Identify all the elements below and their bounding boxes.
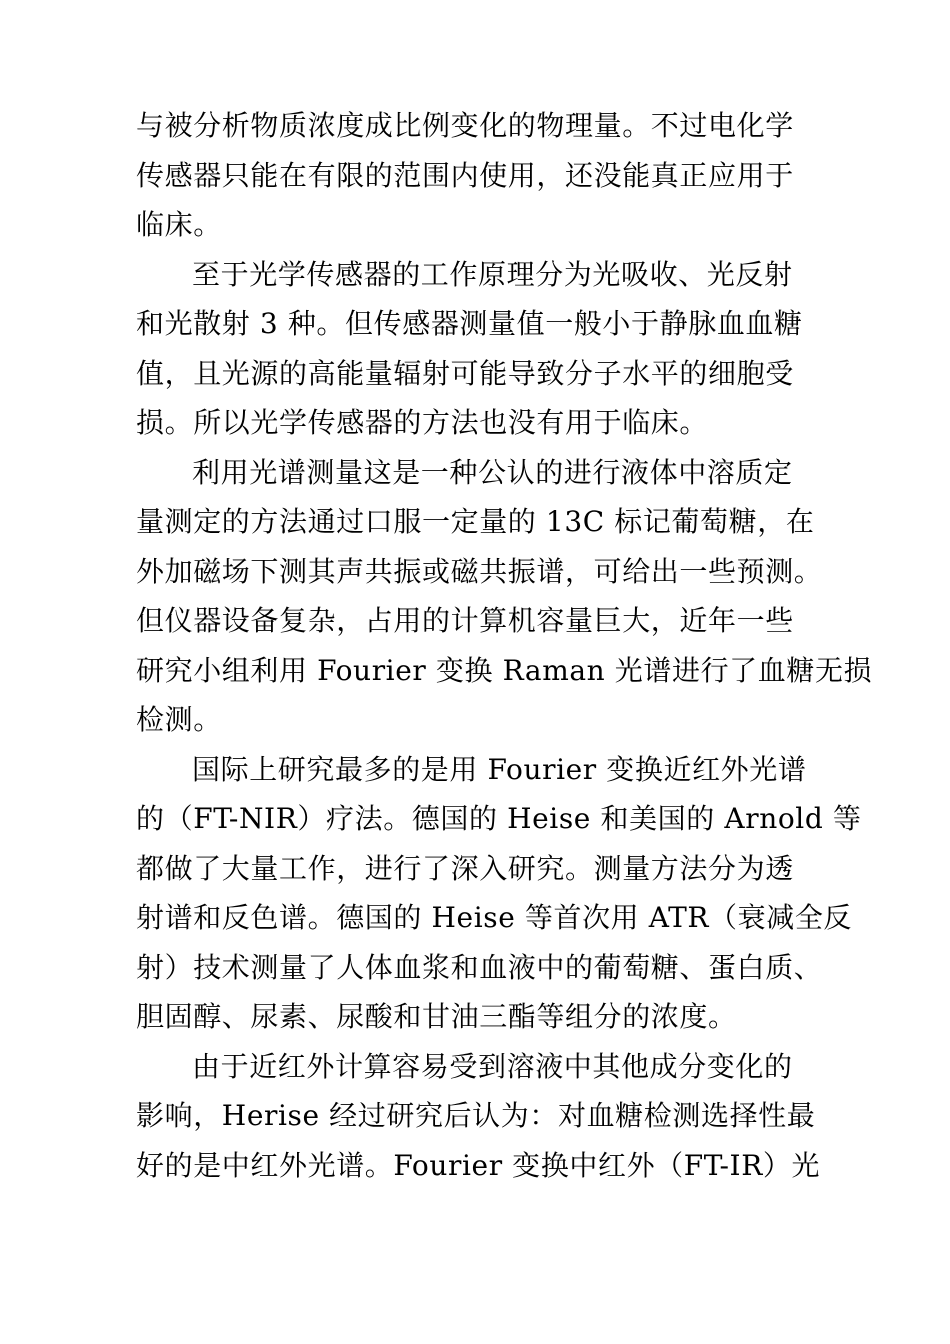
text-line: 但仪器设备复杂，占用的计算机容量巨大，近年一些 xyxy=(136,604,794,637)
paragraph-first-line: 利用光谱测量这是一种公认的进行液体中溶质定 xyxy=(192,456,793,489)
text-line: 的（FT-NIR）疗法。德国的 Heise 和美国的 Arnold 等 xyxy=(136,802,862,835)
text-line: 量测定的方法通过口服一定量的 13C 标记葡萄糖，在 xyxy=(136,505,815,538)
text-line: 临床。 xyxy=(136,208,222,241)
text-line: 与被分析物质浓度成比例变化的物理量。不过电化学 xyxy=(136,109,794,142)
text-line: 和光散射 3 种。但传感器测量值一般小于静脉血血糖 xyxy=(136,307,803,340)
text-line: 影响，Herise 经过研究后认为：对血糖检测选择性最 xyxy=(136,1099,816,1132)
text-line: 都做了大量工作，进行了深入研究。测量方法分为透 xyxy=(136,852,794,885)
text-line: 损。所以光学传感器的方法也没有用于临床。 xyxy=(136,406,709,439)
paragraph-first-line: 国际上研究最多的是用 Fourier 变换近红外光谱 xyxy=(192,753,807,786)
text-line: 传感器只能在有限的范围内使用，还没能真正应用于 xyxy=(136,159,794,192)
text-line: 外加磁场下测其声共振或磁共振谱，可给出一些预测。 xyxy=(136,555,823,588)
text-line: 检测。 xyxy=(136,703,222,736)
paragraph-first-line: 至于光学传感器的工作原理分为光吸收、光反射 xyxy=(192,258,793,291)
text-line: 研究小组利用 Fourier 变换 Raman 光谱进行了血糖无损 xyxy=(136,654,873,687)
text-line: 值，且光源的高能量辐射可能导致分子水平的细胞受 xyxy=(136,357,794,390)
text-line: 射）技术测量了人体血浆和血液中的葡萄糖、蛋白质、 xyxy=(136,951,823,984)
text-line: 好的是中红外光谱。Fourier 变换中红外（FT-IR）光 xyxy=(136,1149,821,1182)
text-line: 胆固醇、尿素、尿酸和甘油三酯等组分的浓度。 xyxy=(136,1000,737,1033)
paragraph-first-line: 由于近红外计算容易受到溶液中其他成分变化的 xyxy=(192,1050,793,1083)
text-line: 射谱和反色谱。德国的 Heise 等首次用 ATR（衰减全反 xyxy=(136,901,853,934)
